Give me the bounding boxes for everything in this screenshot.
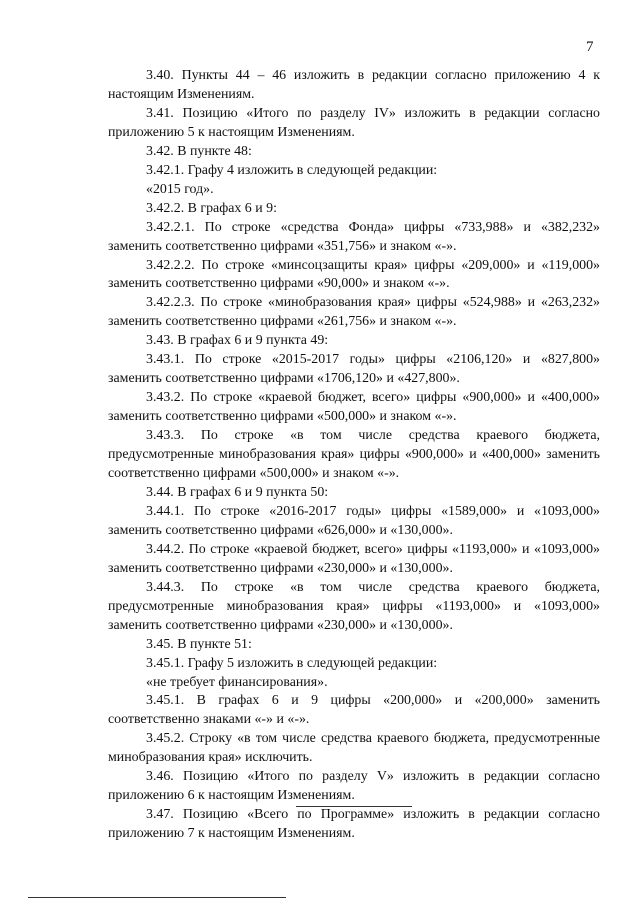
paragraph-3-42-2: 3.42.2. В графах 6 и 9:	[146, 200, 277, 216]
paragraph-3-43-3: 3.43.3. По строке «в том числе средства краевого бюджета, предусмотренные минобразования края» цифры «900,000» и «400,000» заменить соответственно цифрами «500,000» и знаком «-».	[108, 428, 600, 482]
paragraph-3-40: 3.40. Пункты 44 – 46 изложить в редакции согласно приложению 4 к настоящим Изменениям.	[108, 68, 600, 102]
paragraph-2015-year: «2015 год».	[146, 181, 214, 197]
paragraph-3-42-2-2: 3.42.2.2. По строке «минсоцзащиты края» цифры «209,000» и «119,000» заменить соответственно цифрами «90,000» и знаком «-».	[108, 257, 600, 292]
paragraph-3-44-2: 3.44.2. По строке «краевой бюджет, всего» цифры «1193,000» и «1093,000» заменить соответственно цифрами «230,000» и «130,000».	[108, 541, 600, 576]
body-text	[108, 67, 600, 844]
paragraph-3-42-2-1: 3.42.2.1. По строке «средства Фонда» цифры «733,988» и «382,232» заменить соответственно цифрами «351,756» и знаком «-».	[108, 219, 600, 254]
paragraph-3-42-2-3: 3.42.2.3. По строке «минобразования края» цифры «524,988» и «263,232» заменить соответственно цифрами «261,756» и знаком «-».	[108, 295, 600, 330]
paragraph-3-45-1-columns-6-9: 3.45.1. В графах 6 и 9 цифры «200,000» и «200,000» заменить соответственно знаками «-» и «-».	[108, 693, 600, 728]
paragraph-3-41: 3.41. Позицию «Итого по разделу IV» изложить в редакции согласно приложению 5 к настоящим Изменениям.	[108, 105, 600, 140]
paragraph-3-45-1-column-5: 3.45.1. Графу 5 изложить в следующей редакции:	[146, 655, 438, 671]
paragraph-3-44: 3.44. В графах 6 и 9 пункта 50:	[146, 484, 329, 500]
paragraph-3-43-2: 3.43.2. По строке «краевой бюджет, всего» цифры «900,000» и «400,000» заменить соответственно цифрами «500,000» и знаком «-».	[108, 390, 600, 425]
paragraph-3-43-1: 3.43.1. По строке «2015-2017 годы» цифры «2106,120» и «827,800» заменить соответственно цифрами «1706,120» и «427,800».	[108, 352, 600, 387]
paragraph-3-44-3: 3.44.3. По строке «в том числе средства краевого бюджета, предусмотренные минобразования края» цифры «1193,000» и «1093,000» заменить соответственно цифрами «230,000» и «130,000».	[108, 579, 600, 633]
paragraph-3-44-1: 3.44.1. По строке «2016-2017 годы» цифры «1589,000» и «1093,000» заменить соответственно цифрами «626,000» и «130,000».	[108, 503, 600, 538]
paragraph-3-42: 3.42. В пункте 48:	[146, 143, 252, 159]
paragraph-3-45: 3.45. В пункте 51:	[146, 636, 252, 652]
paragraph-no-funding: «не требует финансирования».	[146, 674, 328, 690]
end-of-text-rule	[296, 806, 412, 807]
paragraph-3-42-1: 3.42.1. Графу 4 изложить в следующей редакции:	[146, 162, 438, 178]
paragraph-3-43: 3.43. В графах 6 и 9 пункта 49:	[146, 333, 329, 349]
paragraph-3-45-2: 3.45.2. Строку «в том числе средства краевого бюджета, предусмотренные минобразования края» исключить.	[108, 731, 600, 766]
footer-rule	[28, 897, 286, 898]
paragraph-3-47: 3.47. Позицию «Всего по Программе» изложить в редакции согласно приложению 7 к настоящим Изменениям.	[108, 807, 600, 842]
page-number: 7	[586, 39, 594, 55]
paragraph-3-46: 3.46. Позицию «Итого по разделу V» изложить в редакции согласно приложению 6 к настоящим Изменениям.	[108, 769, 600, 804]
